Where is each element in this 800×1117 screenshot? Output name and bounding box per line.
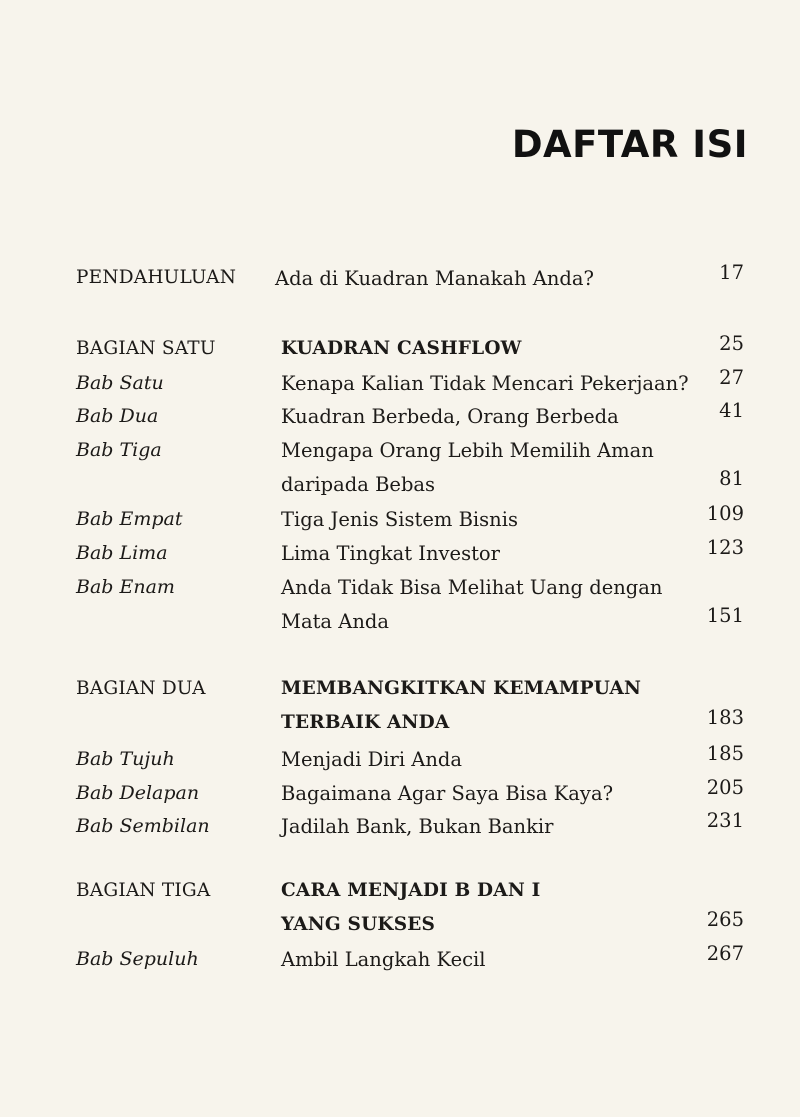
- toc-row-chapter-6-cont: [0, 604, 800, 640]
- chapter-label: Bab Lima: [76, 542, 168, 564]
- page-number: 151: [706, 604, 744, 627]
- chapter-label: Bab Sepuluh: [76, 948, 199, 970]
- page-number: 41: [719, 399, 744, 422]
- entry-title: Menjadi Diri Anda: [281, 748, 463, 771]
- page-number: 265: [706, 908, 744, 931]
- toc-row-part-two-cont: [0, 706, 800, 742]
- entry-title: Tiga Jenis Sistem Bisnis: [281, 508, 518, 531]
- chapter-label: Bab Enam: [76, 576, 175, 598]
- page-title: DAFTAR ISI: [511, 123, 748, 166]
- toc-row-chapter-10: [0, 942, 800, 978]
- entry-title: Ambil Langkah Kecil: [281, 948, 486, 971]
- toc-row-chapter-8: [0, 776, 800, 812]
- page-number: 183: [706, 706, 744, 729]
- toc-row-part-two: [0, 678, 800, 708]
- toc-row-chapter-5: [0, 536, 800, 572]
- toc-row-chapter-1: [0, 366, 800, 402]
- toc-row-part-three: [0, 880, 800, 910]
- toc-row-chapter-3: [0, 439, 800, 469]
- chapter-label: Bab Satu: [76, 372, 164, 394]
- entry-title: Lima Tingkat Investor: [281, 542, 500, 565]
- chapter-label: Bab Sembilan: [76, 815, 210, 837]
- chapter-label: Bab Delapan: [76, 782, 200, 804]
- page-number: 267: [706, 942, 744, 965]
- entry-title-line-2: Mata Anda: [281, 610, 390, 633]
- chapter-label: Bab Tujuh: [76, 748, 175, 770]
- page-number: 25: [719, 332, 744, 355]
- entry-title: Bagaimana Agar Saya Bisa Kaya?: [281, 782, 614, 805]
- toc-row-chapter-3-cont: [0, 467, 800, 503]
- entry-title-line-1: Anda Tidak Bisa Melihat Uang dengan: [281, 576, 663, 599]
- entry-title-line-1: CARA MENJADI B DAN I: [281, 880, 541, 901]
- entry-title: Ada di Kuadran Manakah Anda?: [275, 267, 594, 290]
- entry-title-line-1: Mengapa Orang Lebih Memilih Aman: [281, 439, 654, 462]
- entry-title: Jadilah Bank, Bukan Bankir: [281, 815, 554, 838]
- toc-row-chapter-9: [0, 809, 800, 845]
- page-number: 205: [706, 776, 744, 799]
- section-label: BAGIAN SATU: [76, 338, 216, 359]
- page-number: 109: [706, 502, 744, 525]
- page-number: 17: [719, 261, 744, 284]
- chapter-label: Bab Tiga: [76, 439, 162, 461]
- toc-row-chapter-2: [0, 399, 800, 435]
- entry-title-line-1: MEMBANGKITKAN KEMAMPUAN: [281, 678, 642, 699]
- toc-row-part-one: [0, 332, 800, 368]
- section-label: PENDAHULUAN: [76, 267, 237, 288]
- chapter-label: Bab Dua: [76, 405, 159, 427]
- entry-title: KUADRAN CASHFLOW: [281, 338, 522, 359]
- entry-title-line-2: daripada Bebas: [281, 473, 436, 496]
- entry-title-line-2: TERBAIK ANDA: [281, 712, 450, 733]
- entry-title: Kenapa Kalian Tidak Mencari Pekerjaan?: [281, 372, 689, 395]
- toc-row-chapter-6: [0, 576, 800, 606]
- page-number: 123: [706, 536, 744, 559]
- entry-title: Kuadran Berbeda, Orang Berbeda: [281, 405, 619, 428]
- page-number: 231: [706, 809, 744, 832]
- toc-row-chapter-4: [0, 502, 800, 538]
- entry-title-line-2: YANG SUKSES: [281, 914, 436, 935]
- chapter-label: Bab Empat: [76, 508, 183, 530]
- page-number: 185: [706, 742, 744, 765]
- toc-row-chapter-7: [0, 742, 800, 778]
- toc-row-pendahuluan: [0, 261, 800, 297]
- page-number: 27: [719, 366, 744, 389]
- toc-row-part-three-cont: [0, 908, 800, 944]
- section-label: BAGIAN TIGA: [76, 880, 211, 901]
- page-number: 81: [719, 467, 744, 490]
- section-label: BAGIAN DUA: [76, 678, 206, 699]
